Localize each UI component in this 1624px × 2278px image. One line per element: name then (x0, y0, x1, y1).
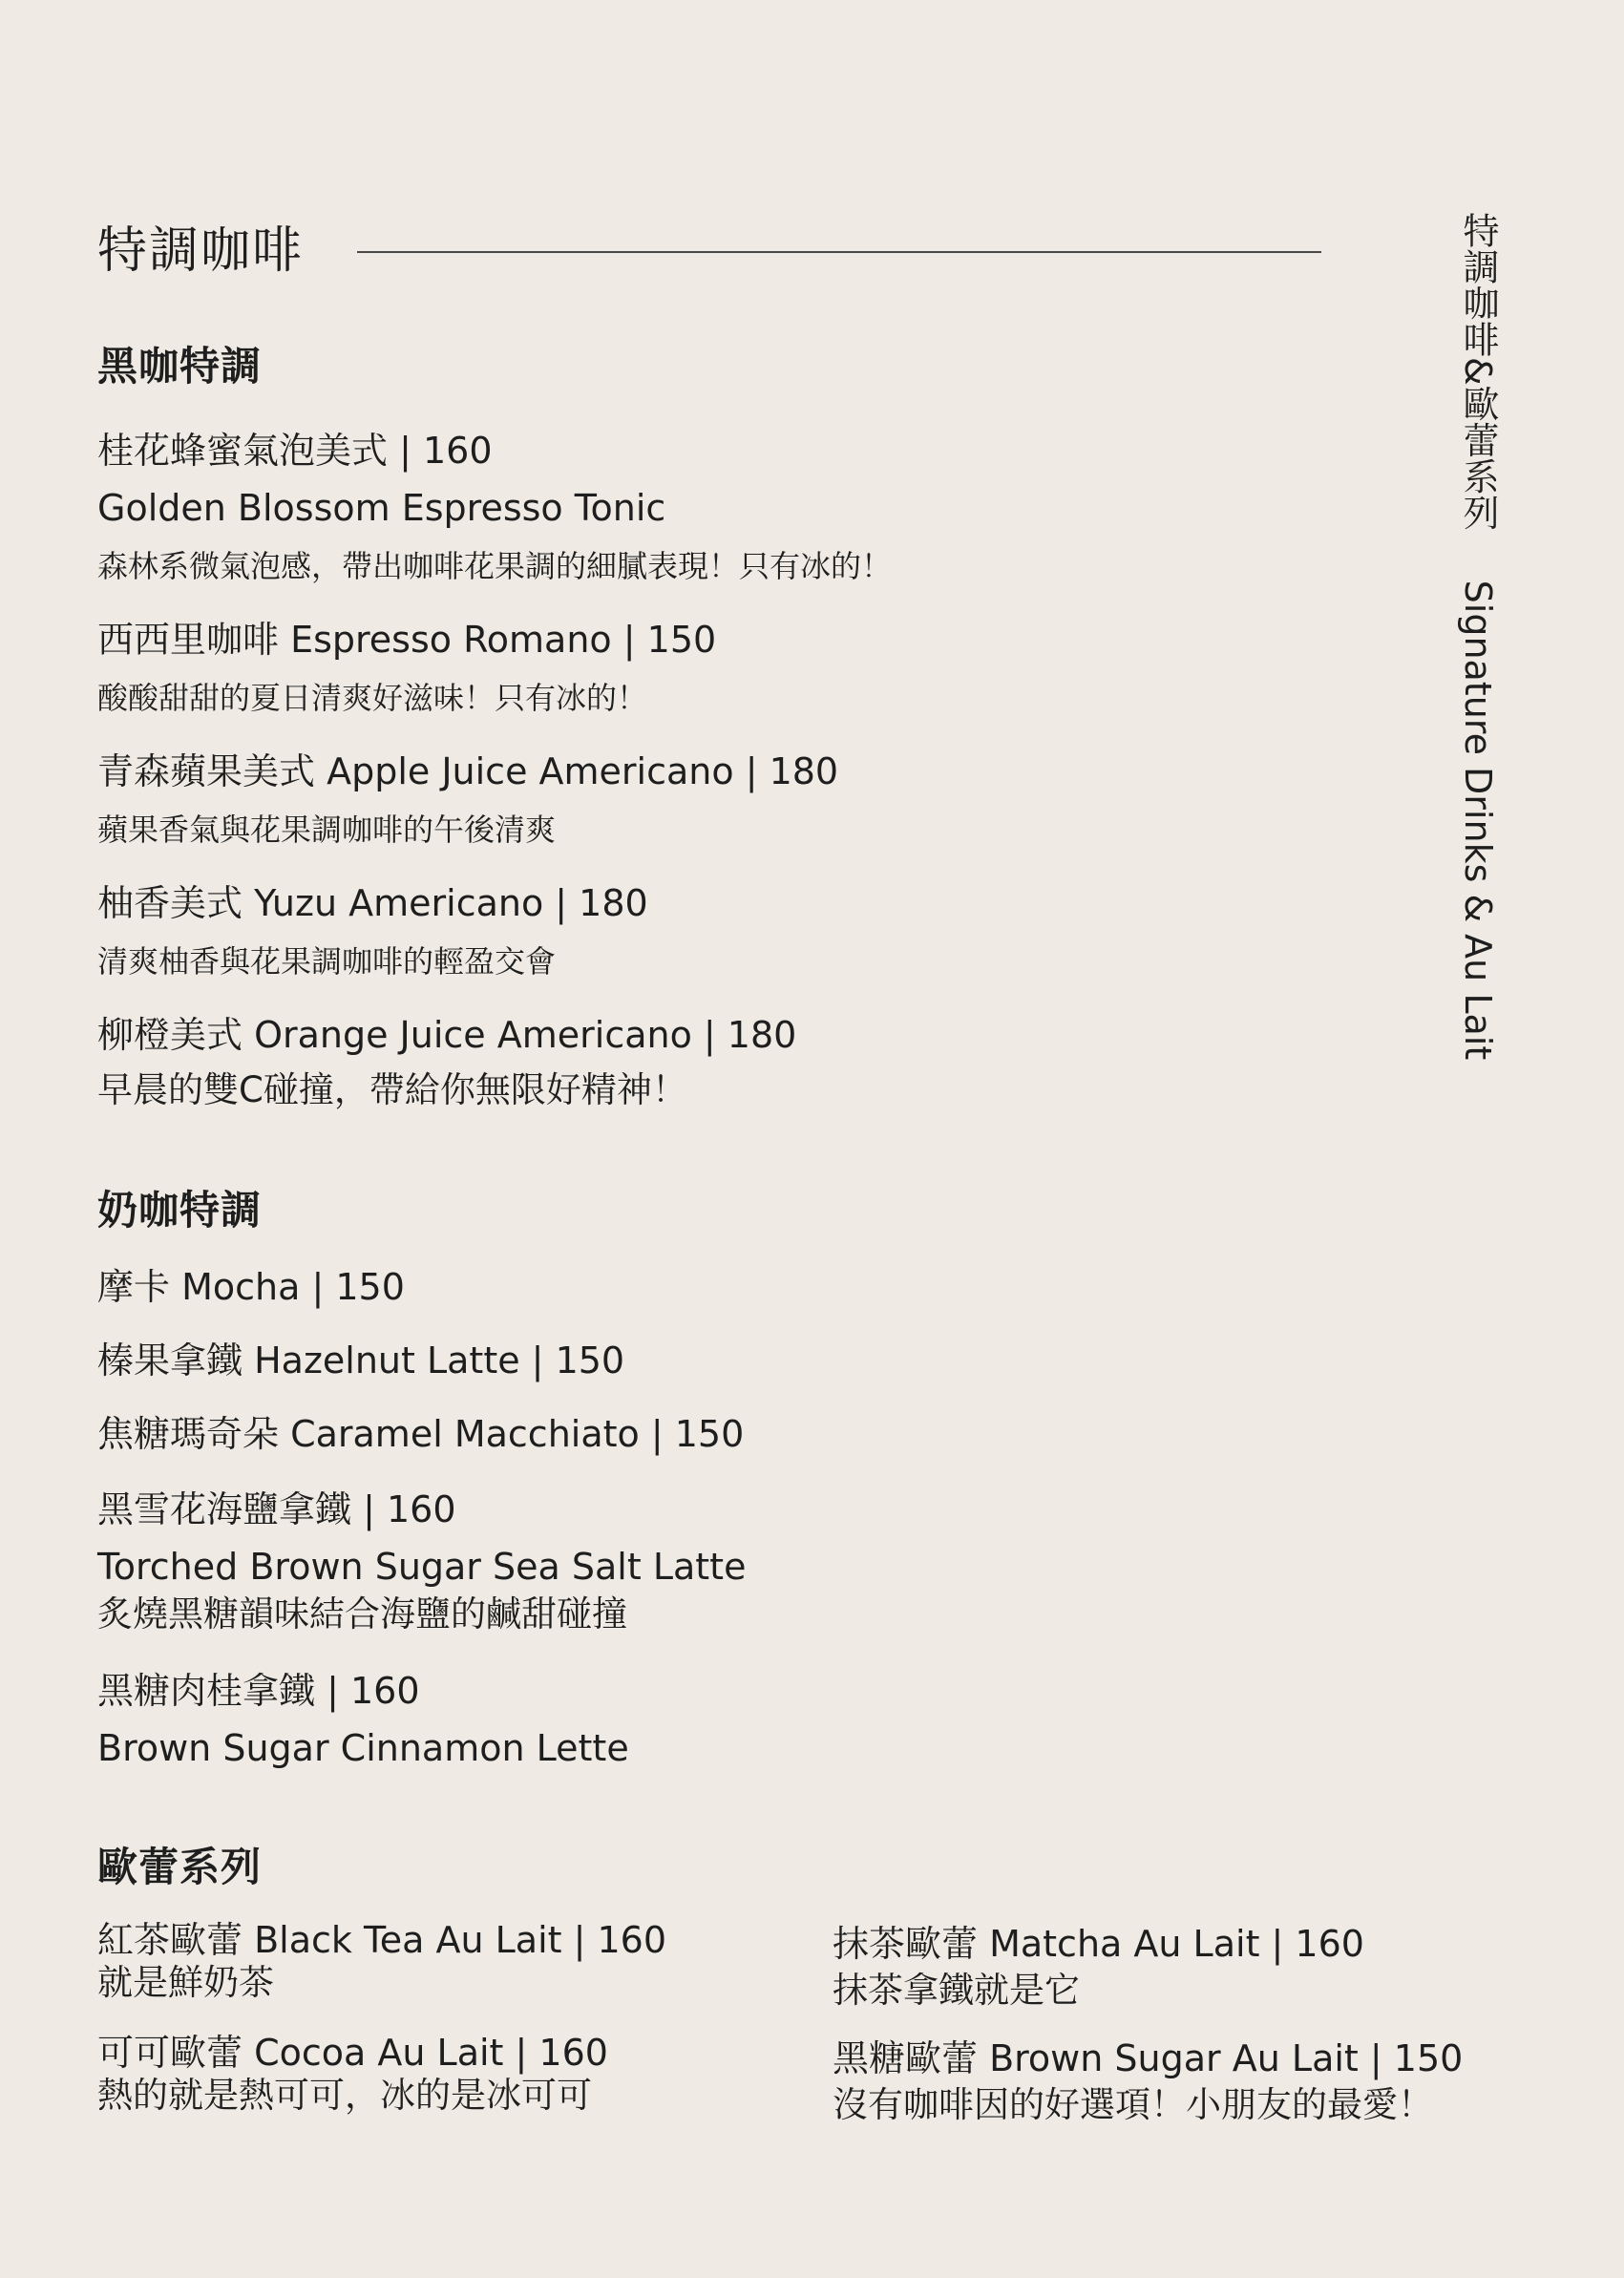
title-divider (357, 251, 1321, 253)
menu-item-description: 熱的就是熱可可，冰的是冰可可 (97, 2075, 592, 2116)
menu-item-description: 早晨的雙C碰撞，帶給你無限好精神！ (97, 1069, 687, 1110)
menu-item-name: 柚香美式 Yuzu Americano | 180 (97, 882, 648, 924)
menu-item-name: 西西里咖啡 Espresso Romano | 150 (97, 619, 717, 661)
menu-item-english: Torched Brown Sugar Sea Salt Latte (97, 1546, 747, 1588)
menu-item-description: 森林系微氣泡感，帶出咖啡花果調的細膩表現！只有冰的！ (97, 548, 893, 584)
menu-item-description: 抹茶拿鐵就是它 (833, 1970, 1080, 2011)
menu-item-description: 就是鮮奶茶 (97, 1962, 274, 2003)
menu-item-description: 酸酸甜甜的夏日清爽好滋味！只有冰的！ (97, 680, 648, 716)
section-heading-au-lait: 歐蕾系列 (97, 1844, 263, 1890)
menu-item-name: 黑雪花海鹽拿鐵 | 160 (97, 1488, 456, 1530)
menu-item-description: 炙燒黑糖韻味結合海鹽的鹹甜碰撞 (97, 1593, 627, 1635)
menu-item-description: 蘋果香氣與花果調咖啡的午後清爽 (97, 812, 557, 848)
menu-item-name: 紅茶歐蕾 Black Tea Au Lait | 160 (97, 1919, 667, 1961)
menu-item-description: 清爽柚香與花果調咖啡的輕盈交會 (97, 943, 557, 980)
section-heading-milk-coffee: 奶咖特調 (97, 1187, 263, 1234)
menu-item-name: 桂花蜂蜜氣泡美式 | 160 (97, 430, 493, 472)
menu-item-name: 榛果拿鐵 Hazelnut Latte | 150 (97, 1339, 625, 1382)
menu-item-english: Brown Sugar Cinnamon Lette (97, 1727, 629, 1769)
menu-item-name: 焦糖瑪奇朵 Caramel Macchiato | 150 (97, 1413, 745, 1455)
section-heading-black-coffee: 黑咖特調 (97, 343, 263, 390)
side-label-en: Signature Drinks & Au Lait (1457, 580, 1499, 1061)
menu-item-name: 摩卡 Mocha | 150 (97, 1266, 405, 1308)
menu-item-name: 黑糖歐蕾 Brown Sugar Au Lait | 150 (833, 2037, 1464, 2079)
menu-item-description: 沒有咖啡因的好選項！小朋友的最愛！ (833, 2084, 1433, 2125)
menu-item-name: 可可歐蕾 Cocoa Au Lait | 160 (97, 2032, 608, 2074)
page-title: 特調咖啡 (97, 222, 305, 280)
menu-item-name: 柳橙美式 Orange Juice Americano | 180 (97, 1014, 797, 1056)
menu-item-english: Golden Blossom Espresso Tonic (97, 487, 666, 529)
side-label (1451, 212, 1505, 1060)
menu-item-name: 青森蘋果美式 Apple Juice Americano | 180 (97, 750, 839, 792)
menu-item-name: 抹茶歐蕾 Matcha Au Lait | 160 (833, 1923, 1364, 1965)
menu-item-name: 黑糖肉桂拿鐵 | 160 (97, 1670, 420, 1712)
side-label-zh: 特調咖啡&歐蕾系列 (1457, 212, 1499, 531)
